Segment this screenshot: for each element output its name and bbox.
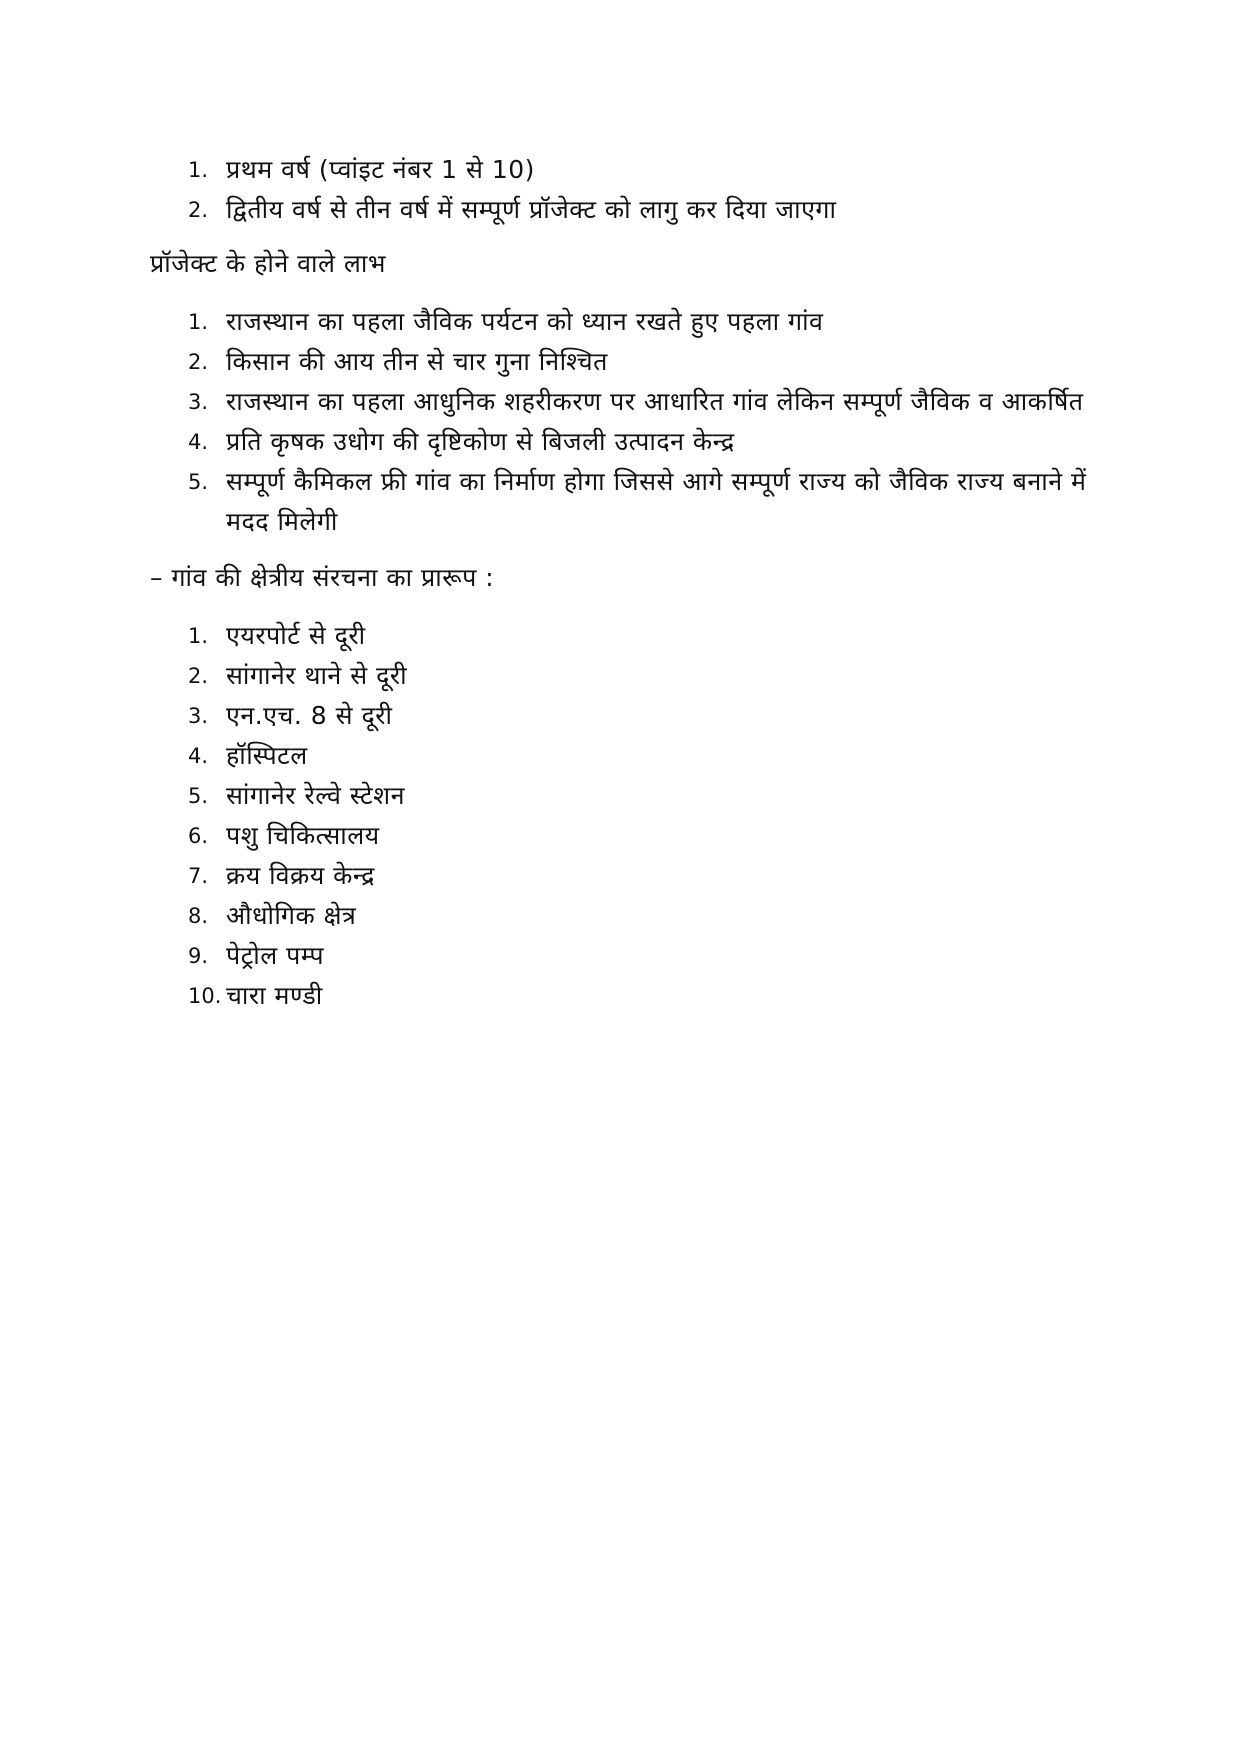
list-text: किसान की आय तीन से चार गुना निश्चित [226,347,608,376]
list-item [188,382,1140,422]
list-text: प्रति कृषक उधोग की दृष्टिकोण से बिजली उत्पादन केन्द्र [226,427,735,456]
list-text: क्रय विक्रय केन्द्र [226,861,375,890]
benefits-heading: प्रॉजेक्ट के होने वाले लाभ [150,249,386,278]
list-item [188,776,1140,816]
list-number: 1. [188,624,209,648]
list-number: 9. [188,944,209,968]
list-number: 7. [188,864,209,888]
list-item [188,736,1140,776]
list-number: 6. [188,824,209,848]
list-number: 10. [188,984,222,1008]
list-text: पेट्रोल पम्प [226,941,325,970]
list-text: राजस्थान का पहला आधुनिक शहरीकरण पर आधारित गांव लेकिन सम्पूर्ण जैविक व आकर्षित [226,387,1084,416]
list-number: 3. [188,390,209,414]
benefits-list [150,302,1140,542]
list-item [188,656,1140,696]
list-text: राजस्थान का पहला जैविक पर्यटन को ध्यान रखते हुए पहला गांव [226,307,824,336]
list-item [188,616,1140,656]
list-text: हॉस्पिटल [226,741,308,770]
list-text: पशु चिकित्सालय [226,821,380,850]
list-item [188,462,1140,542]
list-text: चारा मण्डी [226,981,323,1010]
list-number: 4. [188,430,209,454]
list-item [188,302,1140,342]
list-text: सम्पूर्ण कैमिकल फ्री गांव का निर्माण होगा जिससे आगे सम्पूर्ण राज्य को जैविक राज्य बनाने में मदद मिलेगी [226,467,1087,536]
list-item [188,150,1140,190]
list-item [188,422,1140,462]
list-text: प्रथम वर्ष (प्वांइट नंबर 1 से 10) [226,155,535,184]
list-text: सांगानेर रेल्वे स्टेशन [226,781,406,810]
list-number: 3. [188,704,209,728]
list-number: 2. [188,198,209,222]
list-number: 1. [188,310,209,334]
list-number: 1. [188,158,209,182]
list-item [188,936,1140,976]
list-number: 2. [188,664,209,688]
implementation-list [150,150,1140,230]
structure-heading: – गांव की क्षेत्रीय संरचना का प्रारूप : [150,563,495,592]
list-number: 8. [188,904,209,928]
list-text: एन.एच. 8 से दूरी [226,701,393,730]
list-item [188,976,1140,1016]
list-text: एयरपोर्ट से दूरी [226,621,366,650]
list-text: सांगानेर थाने से दूरी [226,661,408,690]
list-text: औधोगिक क्षेत्र [226,901,357,930]
list-item [188,342,1140,382]
structure-list [150,616,1140,1016]
list-item [188,856,1140,896]
list-item [188,896,1140,936]
list-item [188,190,1140,230]
list-text: द्वितीय वर्ष से तीन वर्ष में सम्पूर्ण प्रॉजेक्ट को लागु कर दिया जाएगा [226,195,837,224]
list-number: 5. [188,470,209,494]
list-item [188,696,1140,736]
list-number: 4. [188,744,209,768]
list-number: 2. [188,350,209,374]
list-number: 5. [188,784,209,808]
list-item [188,816,1140,856]
